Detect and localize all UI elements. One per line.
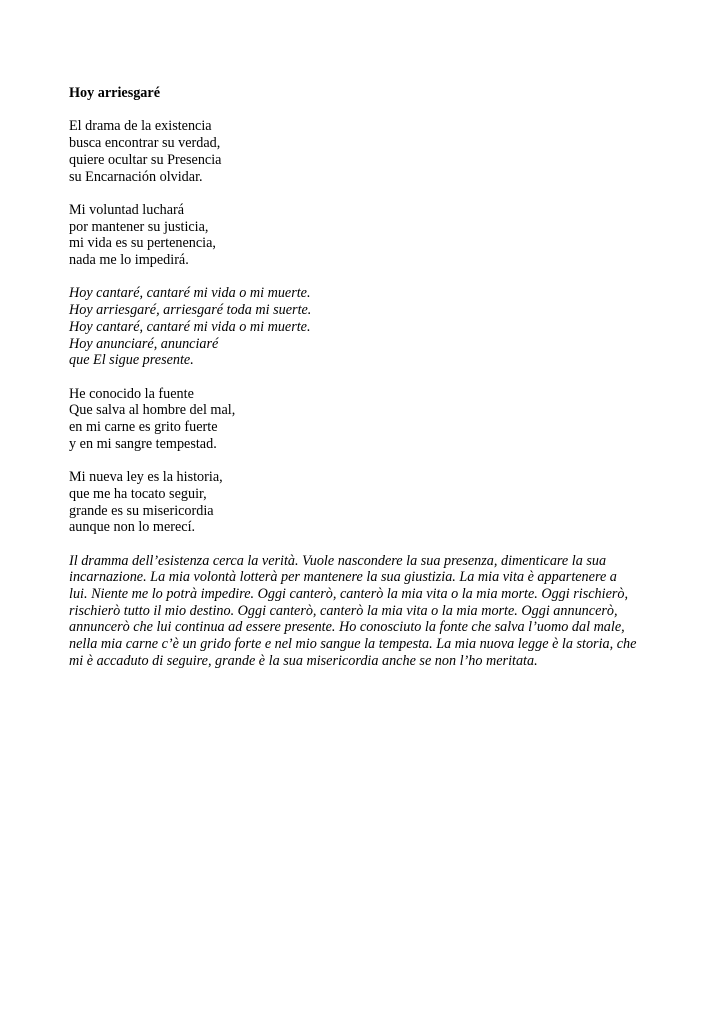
stanza-4: [69, 386, 669, 453]
translation-line: nella mia carne c’è un grido forte e nel mio sangue la tempesta. La mia nuova legge è la storia, che: [69, 636, 637, 653]
verse-line: Mi nueva ley es la historia,: [69, 469, 223, 486]
verse-line: y en mi sangre tempestad.: [69, 435, 217, 452]
verse-line: que me ha tocato seguir,: [69, 485, 207, 502]
chorus-line: Hoy cantaré, cantaré mi vida o mi muerte.: [69, 285, 311, 302]
verse-line: por mantener su justicia,: [69, 218, 209, 235]
translation-line: lui. Niente me lo potrà impedire. Oggi canterò, canterò la mia vita o la mia morte. Oggi rischierò,: [69, 586, 629, 602]
document-page: [69, 85, 669, 670]
verse-line: su Encarnación olvidar.: [69, 168, 203, 185]
chorus-line: Hoy cantaré, cantaré mi vida o mi muerte.: [69, 318, 311, 335]
translation-line: annuncerò che lui continua ad essere presente. Ho conosciuto la fonte che salva l’uomo dal male,: [69, 619, 625, 636]
stanza-2: [69, 202, 669, 269]
verse-line: en mi carne es grito fuerte: [69, 419, 218, 435]
poem-title: Hoy arriesgaré: [69, 85, 160, 101]
italian-translation-paragraph: [69, 553, 659, 670]
verse-line: El drama de la existencia: [69, 118, 212, 135]
chorus-line: Hoy anunciaré, anunciaré: [69, 335, 219, 352]
verse-line: Que salva al hombre del mal,: [69, 402, 236, 419]
verse-line: mi vida es su pertenencia,: [69, 235, 216, 252]
stanza-5: [69, 469, 669, 536]
translation-line: rischierò tutto il mio destino. Oggi canterò, canterò la mia vita o la mia morte. Oggi annuncerò,: [69, 602, 618, 619]
chorus-line: Hoy arriesgaré, arriesgaré toda mi suerte.: [69, 302, 312, 319]
verse-line: aunque non lo merecí.: [69, 519, 196, 536]
verse-line: busca encontrar su verdad,: [69, 135, 221, 152]
translation-line: Il dramma dell’esistenza cerca la verità. Vuole nascondere la sua presenza, dimenticare la sua: [69, 552, 607, 569]
verse-line: Mi voluntad luchará: [69, 201, 185, 218]
translation-line: mi è accaduto di seguire, grande è la sua misericordia anche se non l’ho meritata.: [69, 652, 538, 669]
verse-line: quiere ocultar su Presencia: [69, 151, 222, 168]
translation-line: incarnazione. La mia volontà lotterà per mantenere la sua giustizia. La mia vita è appartenere a: [69, 569, 617, 586]
chorus-line: que El sigue presente.: [69, 352, 194, 369]
verse-line: nada me lo impedirá.: [69, 252, 189, 268]
stanza-1: [69, 118, 669, 185]
verse-line: grande es su misericordia: [69, 502, 214, 519]
verse-line: He conocido la fuente: [69, 385, 194, 402]
chorus-stanza: [69, 285, 669, 369]
